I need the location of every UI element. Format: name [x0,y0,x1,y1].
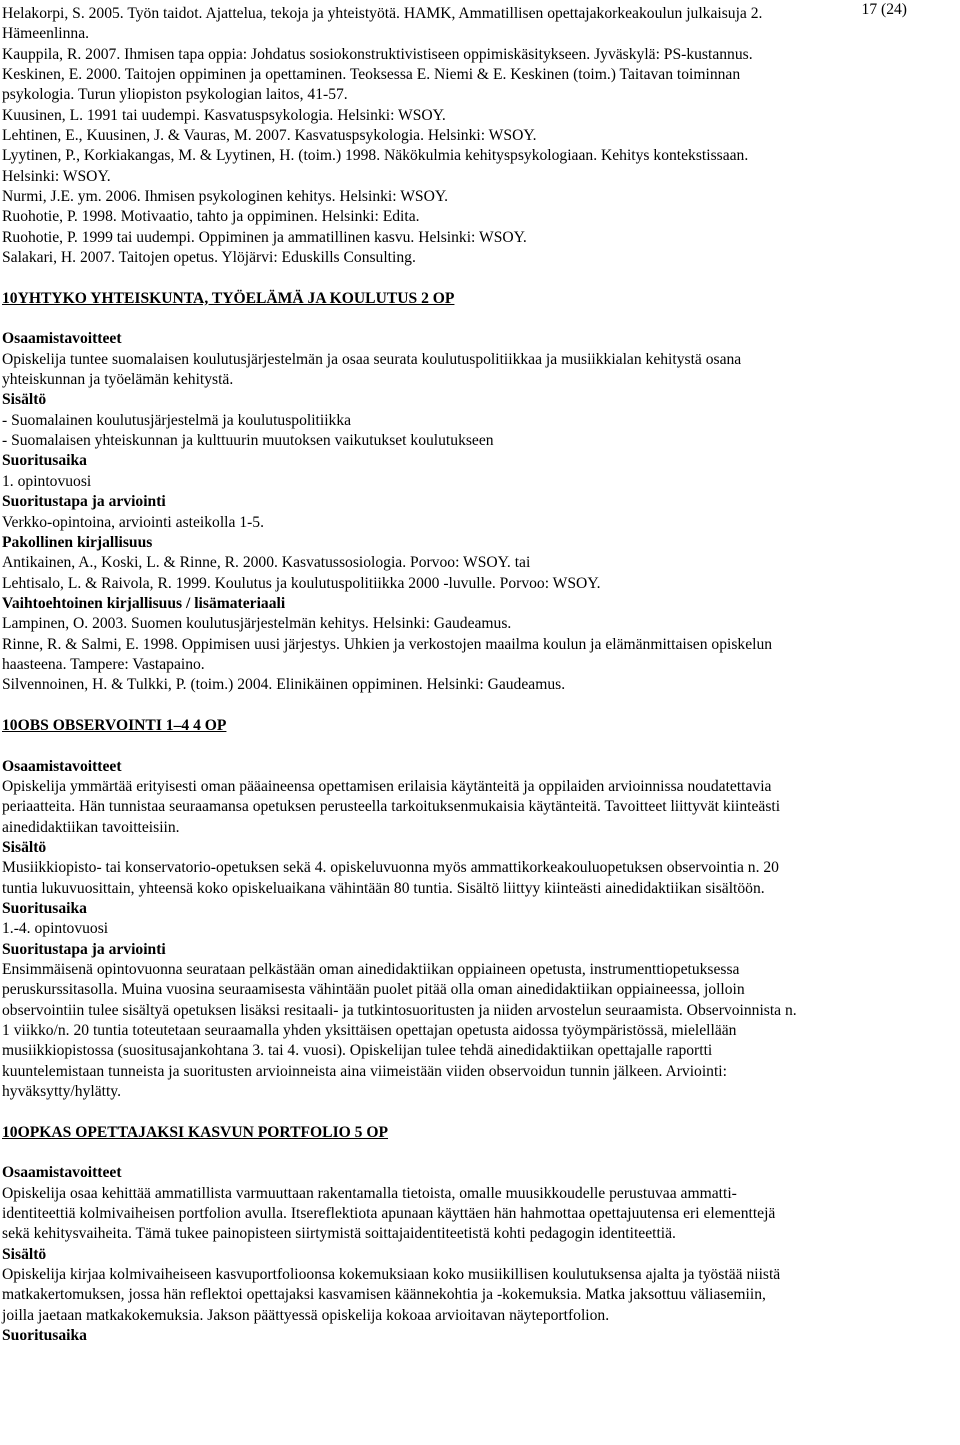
reference-line: Keskinen, E. 2000. Taitojen oppiminen ja opettaminen. Teoksessa E. Niemi & E. Keskinen (toim.) Taitavan toiminnan [2,66,741,84]
list-item: - Suomalaisen yhteiskunnan ja kulttuurin muutoksen vaikutukset koulutukseen [2,432,494,450]
paragraph-line: 1. opintovuosi [2,472,92,490]
paragraph-line: Musiikkiopisto- tai konservatorio-opetuksen sekä 4. opiskeluvuonna myös ammattikorkeakouluopetuksen observointia n. 20 [2,859,779,877]
heading-content: Sisältö [2,391,47,409]
paragraph-line: Opiskelija kirjaa kolmivaiheiseen kasvuportfolioonsa kokemuksiaan koko musiikillisen koulutuksensa ajalta ja työstää niistä [2,1266,781,1284]
paragraph-line: Verkko-opintoina, arviointi asteikolla 1-5. [2,513,265,531]
section-title: 10OBS OBSERVOINTI 1–4 4 OP [2,716,227,734]
paragraph-line: joilla jaetaan matkakokemuksia. Jakson päättyessä opiskelija kokoaa arvioitavan näyteportfolion. [2,1306,610,1324]
reference-line: Antikainen, A., Koski, L. & Rinne, R. 2000. Kasvatussosiologia. Porvoo: WSOY. tai [2,554,531,572]
paragraph-line: Opiskelija ymmärtää erityisesti oman pääaineensa opettamisen erilaisia käytänteitä ja oppilaiden arvioinnissa noudatettavia [2,777,772,795]
heading-timing: Suoritusaika [2,1327,87,1345]
heading-method: Suoritustapa ja arviointi [2,940,166,958]
reference-line: Hämeenlinna. [2,25,90,43]
paragraph-line: hyväksytty/hylätty. [2,1083,121,1101]
reference-line: Ruohotie, P. 1999 tai uudempi. Oppiminen ja ammatillinen kasvu. Helsinki: WSOY. [2,228,527,246]
reference-line: Salakari, H. 2007. Taitojen opetus. Ylöjärvi: Eduskills Consulting. [2,249,416,267]
spacer [2,268,956,288]
paragraph-line: identiteettiä kolmivaiheisen portfolion avulla. Itsereflektiota apunaan käyttäen hän hahmottaa opettajuutensa eri elementtejä [2,1205,776,1222]
paragraph-line: Opiskelija tuntee suomalaisen koulutusjärjestelmän ja osaa seurata koulutuspolitiikkaa ja musiikkialan kehitystä osana [2,350,742,368]
spacer [2,736,956,756]
spacer [2,1102,956,1122]
heading-objectives: Osaamistavoitteet [2,757,122,775]
paragraph-line: matkakertomuksen, jossa hän reflektoi opettajaksi kasvamisen käännekohtia ja -kokemuksia. Matka jaksottuu väliasemiin, [2,1286,766,1304]
list-item: - Suomalainen koulutusjärjestelmä ja koulutuspolitiikka [2,411,352,429]
page-content [2,4,956,1346]
paragraph-line: sekä kehitysvaiheita. Tämä tukee painopisteen siirtymistä soittajaidentiteetistä kohti pedagogin identiteettiä. [2,1225,676,1243]
reference-line: Lehtisalo, L. & Raivola, R. 1999. Koulutus ja koulutuspolitiikka 2000 -luvulle. Porvoo: WSOY. [2,574,601,592]
heading-timing: Suoritusaika [2,452,87,470]
paragraph-line: 1 viikko/n. 20 tuntia toteutetaan seuraamalla yhden yksittäisen opettajan opetusta aidossa työympäristössä, mielellään [2,1022,737,1039]
paragraph-line: observointiin tulee sisältyä opetuksen lisäksi resitaali- ja tutkintosuoritusten ja niiden arvostelun seuraamista. Observoinnista n. [2,1001,797,1019]
reference-line: Helsinki: WSOY. [2,167,111,185]
reference-line: Kauppila, R. 2007. Ihmisen tapa oppia: Johdatus sosiokonstruktivistiseen oppimiskäsitykseen. Jyväskylä: PS-kustannus. [2,45,753,63]
reference-line: Ruohotie, P. 1998. Motivaatio, tahto ja oppiminen. Helsinki: Edita. [2,208,420,226]
reference-line: Silvennoinen, H. & Tulkki, P. (toim.) 2004. Elinikäinen oppiminen. Helsinki: Gaudeamus. [2,676,566,694]
paragraph-line: periaatteita. Hän tunnistaa seuraamansa opetuksen perusteella tarkoituksenmukaisia käytänteitä. Tavoitteet liittyvät kiinteästi [2,798,781,816]
reference-line: Lampinen, O. 2003. Suomen koulutusjärjestelmän kehitys. Helsinki: Gaudeamus. [2,615,512,633]
reference-line: psykologia. Turun yliopiston psykologian laitos, 41-57. [2,86,348,104]
paragraph-line: musiikkiopistossa (suositusajankohtana 3. tai 4. vuosi). Opiskelijan tulee tehdä ainedidaktiikan opettajalle raportti [2,1042,713,1060]
paragraph-line: 1.-4. opintovuosi [2,920,109,938]
spacer [2,309,956,329]
section-title: 10YHTYKO YHTEISKUNTA, TYÖELÄMÄ JA KOULUTUS 2 OP [2,289,455,307]
paragraph-line: kuuntelemistaan tunneista ja suoritusten arvioinneista aina viimeistään viiden observoidun tunnin jälkeen. Arviointi: [2,1062,727,1080]
page-number: 17 (24) [861,1,907,18]
reference-line: Lyytinen, P., Korkiakangas, M. & Lyytinen, H. (toim.) 1998. Näkökulmia kehityspsykologiaan. Kehitys kontekstissaan. [2,147,749,165]
heading-objectives: Osaamistavoitteet [2,330,122,348]
paragraph-line: peruskurssitasolla. Muina vuosina seuraamisesta vähintään puolet pitää olla oman ainedidaktiikan oppiaineessa, jolloin [2,981,745,999]
paragraph-line: Ensimmäisenä opintovuonna seurataan pelkästään oman ainedidaktiikan oppiaineen opetusta, instrumenttiopetuksessa [2,960,740,978]
reference-line: haasteena. Tampere: Vastapaino. [2,655,205,673]
spacer [2,696,956,716]
reference-line: Kuusinen, L. 1991 tai uudempi. Kasvatuspsykologia. Helsinki: WSOY. [2,106,446,124]
reference-list [2,4,956,268]
heading-timing: Suoritusaika [2,899,87,917]
heading-required-literature: Pakollinen kirjallisuus [2,533,153,551]
paragraph-line: ainedidaktiikan tavoitteisiin. [2,818,180,836]
paragraph-line: Opiskelija osaa kehittää ammatillista varmuuttaan rakentamalla tietoista, omalle muusikkoudelle perustuvaa ammatti- [2,1184,737,1202]
heading-content: Sisältö [2,838,47,856]
reference-line: Helakorpi, S. 2005. Työn taidot. Ajattelua, tekoja ja yhteistyötä. HAMK, Ammatillisen opettajakorkeakoulun julkaisuja 2. [2,5,763,22]
paragraph-line: yhteiskunnan ja työelämän kehitystä. [2,371,234,389]
heading-content: Sisältö [2,1245,47,1263]
section-title: 10OPKAS OPETTAJAKSI KASVUN PORTFOLIO 5 OP [2,1123,389,1141]
reference-line: Rinne, R. & Salmi, E. 1998. Oppimisen uusi järjestys. Uhkien ja verkostojen maailma koulun ja elämänmittaisen opiskelun [2,635,773,653]
heading-method: Suoritustapa ja arviointi [2,493,166,511]
course-section-10yhtyko [2,289,956,696]
spacer [2,1143,956,1163]
course-section-10obs [2,716,956,1102]
reference-line: Lehtinen, E., Kuusinen, J. & Vauras, M. 2007. Kasvatuspsykologia. Helsinki: WSOY. [2,127,537,145]
course-section-10opkas [2,1123,956,1347]
heading-optional-literature: Vaihtoehtoinen kirjallisuus / lisämateriaali [2,594,286,612]
heading-objectives: Osaamistavoitteet [2,1164,122,1182]
reference-line: Nurmi, J.E. ym. 2006. Ihmisen psykologinen kehitys. Helsinki: WSOY. [2,188,449,206]
paragraph-line: tuntia lukuvuosittain, yhteensä koko opiskeluaikana vähintään 80 tuntia. Sisältö liittyy kiinteästi ainedidaktiikan sisältöön. [2,879,765,897]
